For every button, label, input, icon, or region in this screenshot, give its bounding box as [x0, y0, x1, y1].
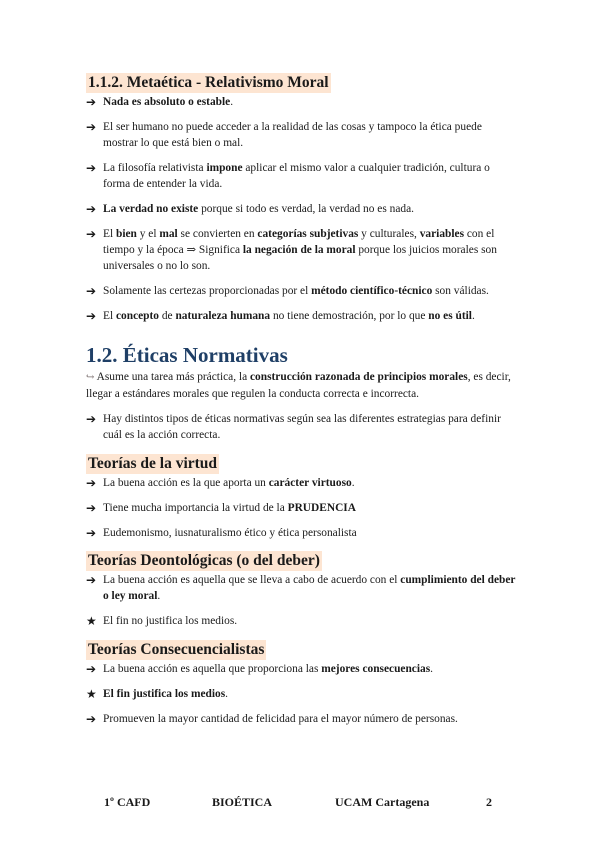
list-item-text: [103, 475, 355, 491]
page-number: 2: [486, 795, 492, 809]
text-run: La buena acción es aquella que se lleva a cabo de acuerdo con el: [103, 574, 401, 586]
arrow-bullet-icon: ➔: [86, 476, 97, 490]
bold-text: construcción razonada de principios morales: [250, 371, 468, 383]
list-item-text: [103, 686, 228, 702]
list-item: [86, 686, 518, 702]
bold-text: cumplimiento del deber o ley moral: [103, 574, 516, 602]
list-item: [86, 500, 518, 516]
footer-subject: BIOÉTICA: [212, 795, 273, 809]
star-bullet-icon: ★: [86, 614, 97, 628]
footer-institution: UCAM Cartagena: [335, 795, 430, 809]
arrow-bullet-icon: ➔: [86, 573, 97, 587]
arrow-bullet-icon: ➔: [86, 227, 97, 241]
text-run: Hay distintos tipos de éticas normativas según sea las diferentes estrategias para definir cuál es la acción correcta.: [103, 413, 501, 441]
bold-text: variables: [419, 228, 464, 240]
text-run: Solamente las certezas proporcionadas por el: [103, 285, 312, 297]
list-item-text: [103, 94, 233, 110]
list-item-text: [103, 613, 237, 629]
list-item-text: [103, 160, 518, 192]
text-run: y culturales,: [358, 228, 420, 240]
text-run: .: [351, 477, 355, 489]
list-item: [86, 94, 518, 110]
arrow-bullet-icon: ➔: [86, 202, 97, 216]
text-run: se convierten en: [177, 228, 258, 240]
list-item-text: [103, 572, 518, 604]
list-item: [86, 525, 518, 541]
list-item-text: [103, 525, 357, 541]
list-item: [86, 160, 518, 192]
bold-text: mal: [159, 228, 178, 240]
bold-text: no es útil: [428, 310, 472, 322]
list-item-text: [103, 119, 518, 151]
arrow-bullet-icon: ➔: [86, 95, 97, 109]
section-title-deontologicas: Teorías Deontológicas (o del deber): [88, 552, 320, 569]
arrow-bullet-icon: ➔: [86, 284, 97, 298]
text-run: porque si todo es verdad, la verdad no es nada.: [198, 203, 414, 215]
bold-text: categorías subjetivas: [257, 228, 359, 240]
list-item: [86, 283, 518, 299]
arrow-bullet-icon: ➔: [86, 712, 97, 726]
section-title-virtud: Teorías de la virtud: [88, 455, 218, 472]
text-run: , es decir, llegar a estándares morales que regulen la conducta correcta e incorrecta.: [86, 371, 511, 400]
text-run: El: [103, 228, 116, 240]
text-run: .: [471, 310, 475, 322]
section-title-metaetica: 1.1.2. Metaética - Relativismo Moral: [88, 74, 329, 91]
bold-text: El fin justifica los medios: [103, 688, 226, 700]
list-item: [86, 308, 518, 324]
arrow-bullet-icon: ➔: [86, 526, 97, 540]
list-item-text: [103, 411, 518, 443]
section-title-consecuencialistas: Teorías Consecuencialistas: [88, 641, 265, 658]
text-run: La filosofía relativista: [103, 162, 207, 174]
bold-text: la negación de la moral: [242, 244, 356, 256]
page-footer: [0, 795, 600, 811]
arrow-bullet-icon: ➔: [86, 662, 97, 676]
text-run: El ser humano no puede acceder a la realidad de las cosas y tampoco la ética puede mostrar lo que está bien o mal.: [103, 121, 482, 149]
bold-text: La verdad no existe: [103, 203, 199, 215]
list-item-text: [103, 711, 458, 727]
text-run: con el tiempo y la época ⇒ Significa: [103, 228, 495, 256]
arrow-bullet-icon: ➔: [86, 161, 97, 175]
page-content: [86, 70, 518, 727]
arrow-bullet-icon: ➔: [86, 412, 97, 426]
text-run: son válidas.: [432, 285, 489, 297]
text-run: porque los juicios morales son universales o no lo son.: [103, 244, 497, 272]
text-run: y el: [136, 228, 160, 240]
text-run: Eudemonismo, iusnaturalismo ético y ética personalista: [103, 527, 357, 539]
metaetica-list: [86, 94, 518, 324]
bold-text: carácter virtuoso: [268, 477, 352, 489]
bold-text: método científico-técnico: [311, 285, 433, 297]
text-run: .: [157, 590, 161, 602]
intro-paragraph: [86, 369, 518, 402]
star-bullet-icon: ★: [86, 687, 97, 701]
bold-text: bien: [115, 228, 137, 240]
list-item: [86, 475, 518, 491]
intro-text: [86, 371, 511, 400]
list-item-text: [103, 226, 518, 274]
list-item: [86, 119, 518, 151]
list-item-text: [103, 500, 356, 516]
list-item: [86, 661, 518, 677]
text-run: La buena acción es aquella que proporciona las: [103, 663, 322, 675]
return-arrow-icon: ↪: [86, 372, 95, 383]
arrow-bullet-icon: ➔: [86, 501, 97, 515]
text-run: El fin no justifica los medios.: [103, 615, 238, 627]
bold-text: impone: [206, 162, 243, 174]
text-run: de: [159, 310, 176, 322]
text-run: La buena acción es la que aporta un: [103, 477, 269, 489]
list-item: [86, 226, 518, 274]
text-run: .: [430, 663, 434, 675]
list-item-text: [103, 283, 489, 299]
list-item: [86, 572, 518, 604]
footer-course: 1º CAFD: [104, 795, 151, 809]
list-item: [86, 411, 518, 443]
text-run: .: [225, 688, 228, 700]
bold-text: naturaleza humana: [175, 310, 271, 322]
arrow-bullet-icon: ➔: [86, 309, 97, 323]
list-item-text: [103, 308, 475, 324]
text-run: Tiene mucha importancia la virtud de la: [103, 502, 288, 514]
text-run: no tiene demostración, por lo que: [270, 310, 429, 322]
text-run: El: [103, 310, 116, 322]
list-item-text: [103, 661, 433, 677]
text-run: aplicar el mismo valor a cualquier tradición, cultura o forma de entender la vida.: [103, 162, 490, 190]
section-title-eticas-normativas: 1.2. Éticas Normativas: [86, 343, 288, 367]
bold-text: mejores consecuencias: [321, 663, 431, 675]
list-item-text: [103, 201, 414, 217]
list-item: [86, 613, 518, 629]
bold-text: Nada es absoluto o estable: [103, 96, 231, 108]
list-item: [86, 201, 518, 217]
text-run: Asume una tarea más práctica, la: [96, 371, 250, 383]
arrow-bullet-icon: ➔: [86, 120, 97, 134]
bold-text: PRUDENCIA: [287, 502, 356, 514]
text-run: .: [230, 96, 234, 108]
bold-text: concepto: [115, 310, 160, 322]
text-run: Promueven la mayor cantidad de felicidad para el mayor número de personas.: [103, 713, 458, 725]
list-item: [86, 711, 518, 727]
